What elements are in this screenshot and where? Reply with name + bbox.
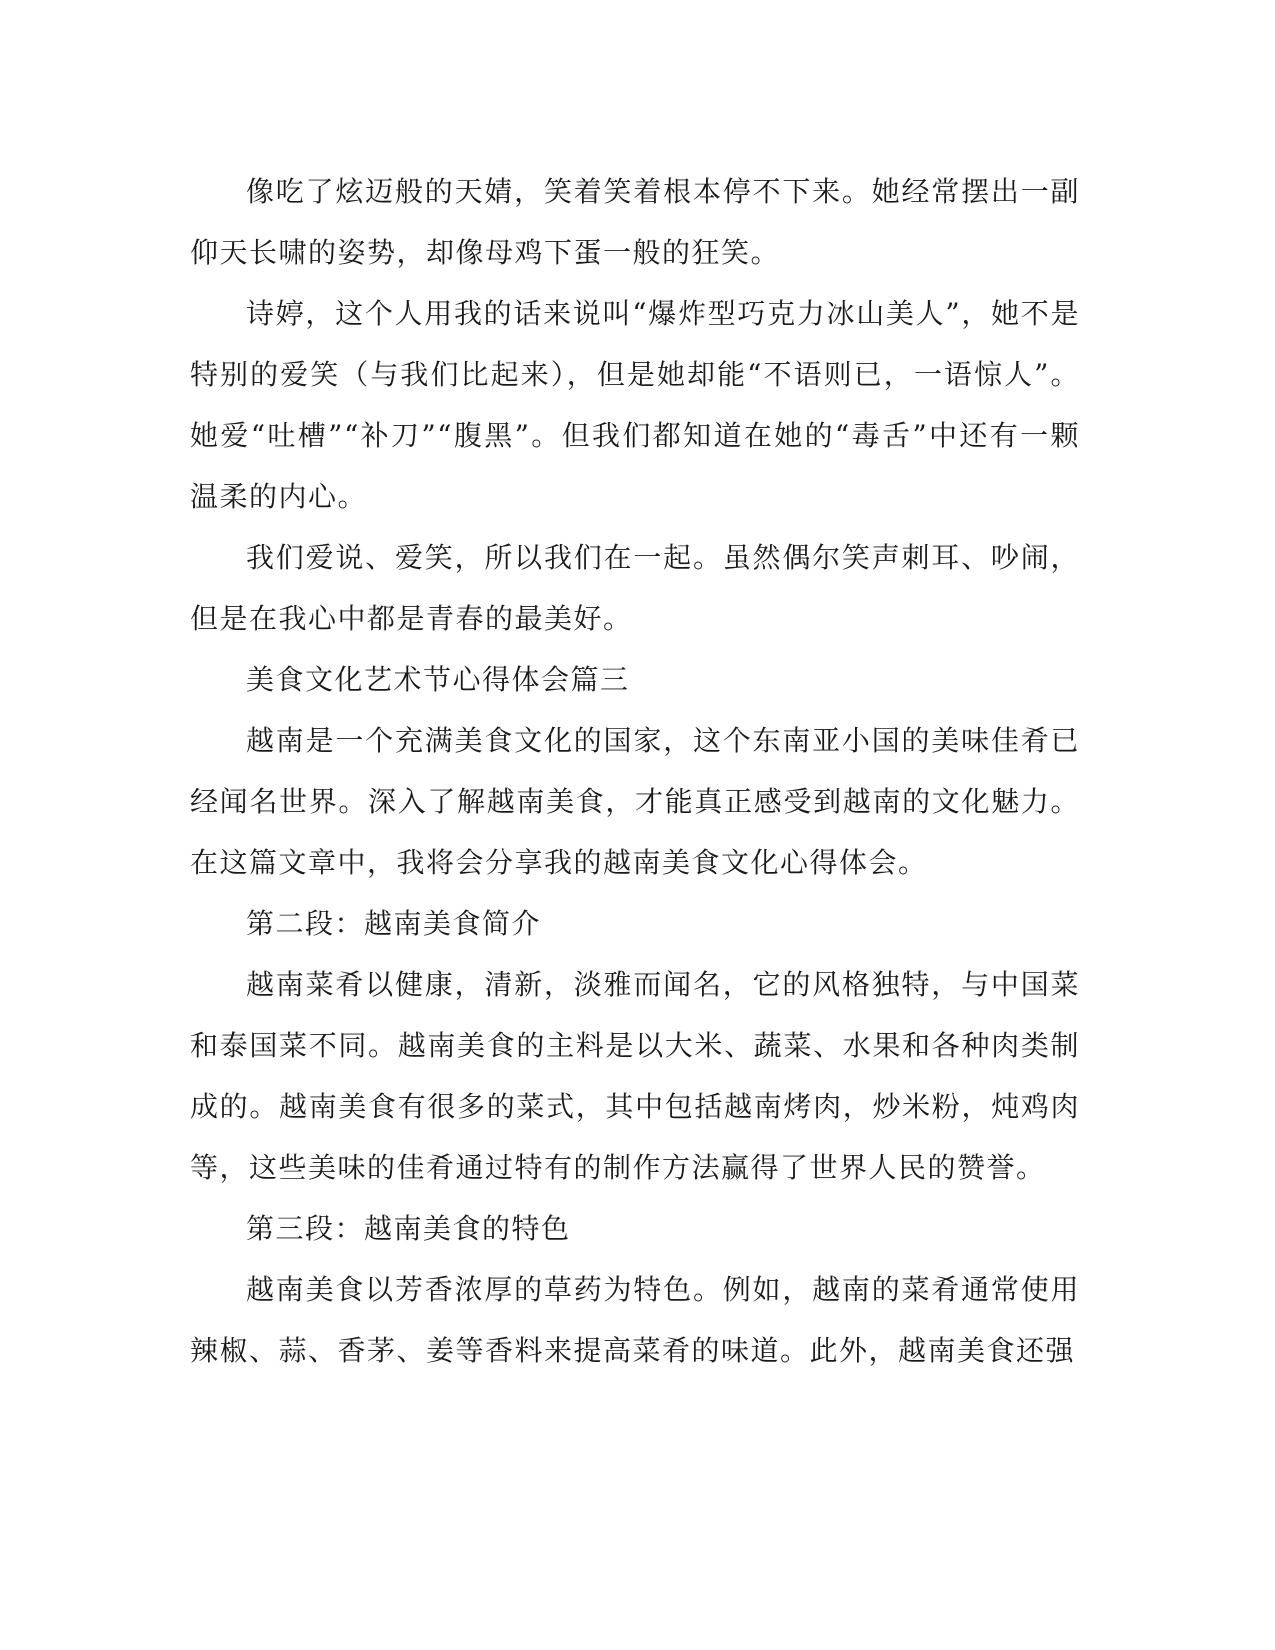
document-body	[190, 161, 1080, 1381]
paragraph: 越南是一个充满美食文化的国家，这个东南亚小国的美味佳肴已经闻名世界。深入了解越南美食，才能真正感受到越南的文化魅力。在这篇文章中，我将会分享我的越南美食文化心得体会。	[190, 724, 1080, 879]
paragraph-continued: 像吃了炫迈般的天婧，笑着笑着根本停不下来。她经常摆出一副仰天长啸的姿势，却像母鸡下蛋一般的狂笑。	[190, 175, 1080, 269]
paragraph: 我们爱说、爱笑，所以我们在一起。虽然偶尔笑声刺耳、吵闹，但是在我心中都是青春的最美好。	[190, 541, 1080, 635]
paragraph: 越南菜肴以健康，清新，淡雅而闻名，它的风格独特，与中国菜和泰国菜不同。越南美食的主料是以大米、蔬菜、水果和各种肉类制成的。越南美食有很多的菜式，其中包括越南烤肉，炒米粉，炖鸡肉等，这些美味的佳肴通过特有的制作方法赢得了世界人民的赞誉。	[190, 968, 1080, 1184]
section-heading: 美食文化艺术节心得体会篇三	[246, 663, 630, 696]
section-heading: 第二段：越南美食简介	[246, 907, 542, 940]
paragraph: 诗婷，这个人用我的话来说叫“爆炸型巧克力冰山美人”，她不是特别的爱笑（与我们比起来），但是她却能“不语则已，一语惊人”。她爱“吐槽”“补刀”“腹黑”。但我们都知道在她的“毒舌”中还有一颗温柔的内心。	[190, 297, 1080, 513]
paragraph: 越南美食以芳香浓厚的草药为特色。例如，越南的菜肴通常使用辣椒、蒜、香茅、姜等香料来提高菜肴的味道。此外，越南美食还强	[190, 1273, 1080, 1367]
section-heading: 第三段：越南美食的特色	[246, 1212, 571, 1245]
